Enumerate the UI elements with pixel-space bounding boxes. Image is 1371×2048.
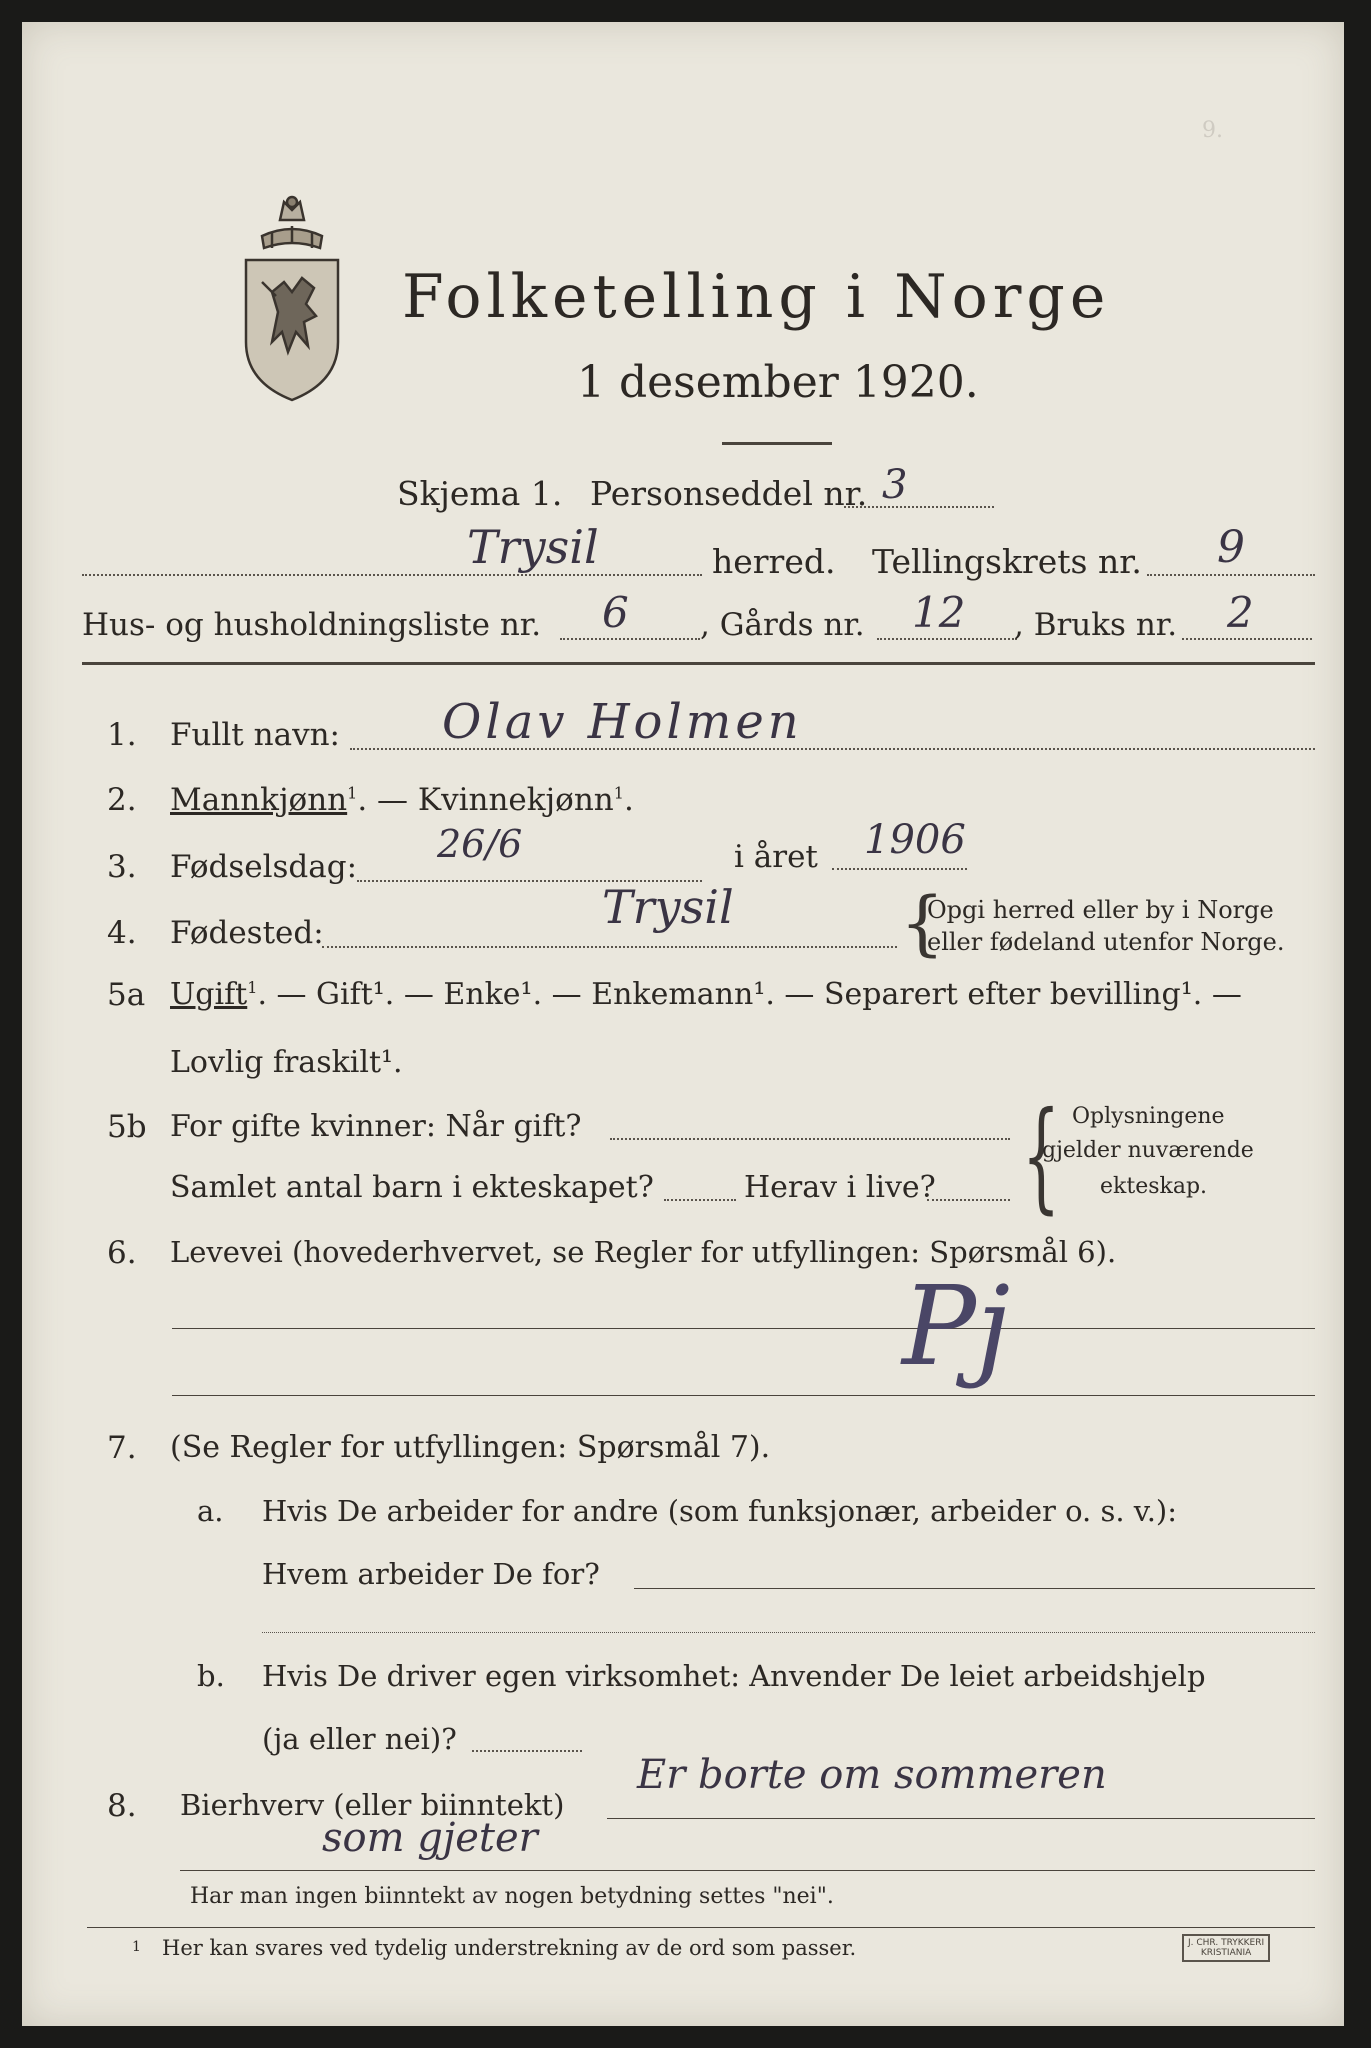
form-title: Folketelling i Norge xyxy=(402,262,1111,332)
q5a-line2: Lovlig fraskilt¹. xyxy=(170,1045,403,1080)
q4-note-line2: eller fødeland utenfor Norge. xyxy=(927,928,1285,956)
q4-note-line1: Opgi herred eller by i Norge xyxy=(927,896,1274,924)
q7b-letter: b. xyxy=(197,1659,225,1693)
q2-number: 2. xyxy=(107,782,137,818)
coat-of-arms-icon xyxy=(232,192,352,402)
hus-value: 6 xyxy=(602,588,629,637)
q7-label: (Se Regler for utfyllingen: Spørsmål 7). xyxy=(170,1430,771,1465)
header-divider xyxy=(82,662,1315,665)
q8-value-line2: som gjeter xyxy=(322,1815,538,1861)
bruks-label: , Bruks nr. xyxy=(1014,607,1178,643)
title-rule xyxy=(722,442,832,445)
q8-note: Har man ingen biinntekt av nogen betydning settes "nei". xyxy=(190,1884,834,1909)
q1-number: 1. xyxy=(107,717,137,753)
q2-kvinnekjonn: Kvinnekjønn xyxy=(417,782,614,818)
q4-label: Fødested: xyxy=(170,915,324,951)
q5b-live-line xyxy=(927,1199,1010,1201)
tellingskrets-label: Tellingskrets nr. xyxy=(872,542,1142,581)
hus-label: Hus- og husholdningsliste nr. xyxy=(82,607,542,643)
herred-line xyxy=(82,574,702,576)
q7b-line2: (ja eller nei)? xyxy=(262,1722,457,1756)
q4-birthplace-value: Trysil xyxy=(602,880,734,934)
hus-line xyxy=(560,638,700,640)
bruks-line xyxy=(1182,638,1312,640)
q5b-label2: Samlet antal barn i ekteskapet? xyxy=(170,1170,654,1205)
q5a-number: 5a xyxy=(107,977,146,1013)
q3-birthday-value: 26/6 xyxy=(437,822,523,866)
q8-answer-line1 xyxy=(607,1818,1315,1819)
tellingskrets-line xyxy=(1147,574,1315,576)
personseddel-line xyxy=(844,506,994,508)
q8-number: 8. xyxy=(107,1788,137,1824)
q5b-number: 5b xyxy=(107,1109,147,1145)
herred-label: herred. xyxy=(712,542,836,581)
personseddel-value: 3 xyxy=(882,462,908,508)
q1-full-name: Olav Holmen xyxy=(442,694,803,750)
q5b-note-line3: ekteskap. xyxy=(1100,1174,1208,1199)
q4-number: 4. xyxy=(107,915,137,951)
q3-year-value: 1906 xyxy=(864,817,966,863)
footnote-mark: 1 xyxy=(132,1939,141,1955)
q5b-gift-line xyxy=(610,1138,1010,1140)
q5a-ugift: Ugift xyxy=(170,977,248,1012)
q5b-bracket: { xyxy=(1022,1087,1061,1226)
q6-label: Levevei (hovederhvervet, se Regler for utfyllingen: Spørsmål 6). xyxy=(170,1235,1117,1269)
q6-number: 6. xyxy=(107,1235,137,1271)
gards-line xyxy=(877,638,1017,640)
q8-value-line1: Er borte om sommeren xyxy=(637,1752,1107,1798)
q5b-note-line2: gjelder nuværende xyxy=(1042,1138,1254,1163)
q4-bracket: { xyxy=(900,882,945,964)
printer-stamp: J. CHR. TRYKKERI KRISTIANIA xyxy=(1182,1934,1270,1962)
q5b-label1: For gifte kvinner: Når gift? xyxy=(170,1109,582,1144)
q4-line xyxy=(322,946,897,948)
q7-number: 7. xyxy=(107,1430,137,1466)
bruks-value: 2 xyxy=(1227,588,1254,637)
q5a-options: Ugift$^1$. — Gift¹. — Enke¹. — Enkemann¹. — Separert efter bevilling¹. — xyxy=(170,977,1242,1012)
gards-value: 12 xyxy=(912,588,966,637)
footnote-text: Her kan svares ved tydelig understrekning av de ord som passer. xyxy=(162,1936,857,1960)
q7a-answer-line2 xyxy=(262,1632,1315,1633)
q5b-label3: Herav i live? xyxy=(744,1170,936,1205)
q7a-line2: Hvem arbeider De for? xyxy=(262,1557,600,1591)
personseddel-label: Personseddel nr. xyxy=(590,474,868,513)
q2-mannkjonn: Mannkjønn xyxy=(170,782,348,818)
q3-number: 3. xyxy=(107,849,137,885)
form-date: 1 desember 1920. xyxy=(577,357,979,408)
q7a-answer-line1 xyxy=(634,1588,1315,1589)
q5b-note-line1: Oplysningene xyxy=(1072,1104,1225,1129)
herred-value: Trysil xyxy=(467,520,599,574)
q7b-line1: Hvis De driver egen virksomhet: Anvender De leiet arbeidshjelp xyxy=(262,1659,1206,1693)
bleed-through: 9. xyxy=(1202,118,1223,143)
q6-line1 xyxy=(172,1328,1315,1329)
gards-label: , Gårds nr. xyxy=(700,607,865,643)
q3-aret-label: i året xyxy=(734,839,818,875)
q3-label: Fødselsdag: xyxy=(170,849,358,885)
q7a-line1: Hvis De arbeider for andre (som funksjonær, arbeider o. s. v.): xyxy=(262,1494,1178,1528)
tellingskrets-value: 9 xyxy=(1217,522,1245,573)
q7b-answer-line xyxy=(472,1750,582,1752)
census-form-sheet xyxy=(22,22,1344,2026)
q7a-letter: a. xyxy=(197,1494,224,1528)
q3-year-line xyxy=(832,868,967,870)
footnote-rule xyxy=(87,1927,1315,1928)
skjema-label: Skjema 1. xyxy=(397,474,563,513)
q6-line2 xyxy=(172,1395,1315,1396)
q5b-barn-line xyxy=(664,1199,736,1201)
q6-handwritten-mark: Pj xyxy=(902,1262,1011,1390)
q2-options: Mannkjønn$^1$. — Kvinnekjønn$^1$. xyxy=(170,782,634,818)
q8-answer-line2 xyxy=(180,1870,1315,1871)
q1-label: Fullt navn: xyxy=(170,717,340,753)
q8-label: Bierhverv (eller biinntekt) xyxy=(180,1788,565,1822)
